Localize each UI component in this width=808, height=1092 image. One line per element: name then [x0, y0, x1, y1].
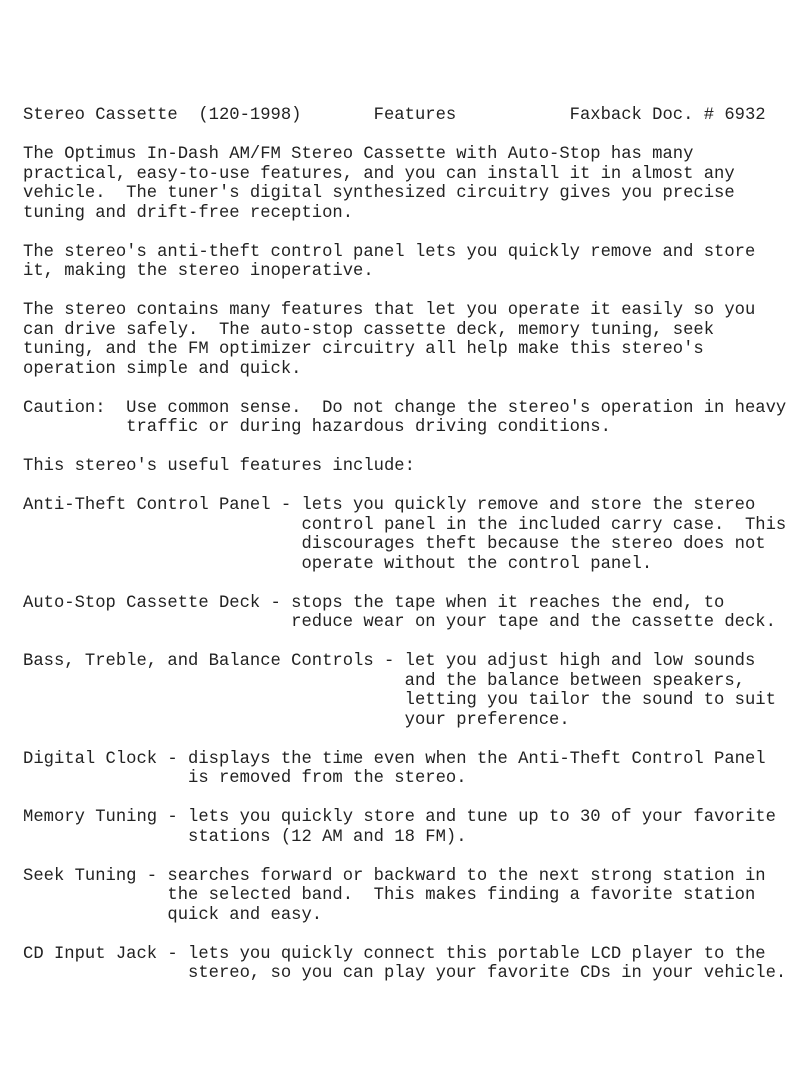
text-line: CD Input Jack - lets you quickly connect this portable LCD player to the	[23, 944, 766, 964]
document-header-line: Stereo Cassette (120-1998) Features Faxback Doc. # 6932	[23, 106, 766, 125]
blank-line	[23, 633, 786, 653]
text-line: Memory Tuning - lets you quickly store and tune up to 30 of your favorite	[23, 808, 776, 827]
text-line: quick and easy.	[23, 905, 323, 925]
text-line: Bass, Treble, and Balance Controls - let you adjust high and low sounds	[23, 652, 756, 671]
text-line: traffic or during hazardous driving conditions.	[23, 418, 611, 437]
text-line: operation simple and quick.	[23, 359, 302, 379]
text-line: your preference.	[23, 710, 570, 730]
blank-line	[23, 438, 786, 458]
text-line: the selected band. This makes finding a favorite station	[23, 886, 756, 905]
text-line: Caution: Use common sense. Do not change the stereo's operation in heavy	[23, 398, 787, 418]
blank-line	[23, 789, 786, 809]
text-line: Digital Clock - displays the time even when the Anti-Theft Control Panel	[23, 749, 766, 769]
blank-line	[23, 126, 786, 146]
blank-line	[23, 847, 786, 867]
blank-line	[23, 379, 786, 399]
text-line: The Optimus In-Dash AM/FM Stereo Cassette with Auto-Stop has many	[23, 145, 694, 164]
blank-line	[23, 925, 786, 945]
text-line: stereo, so you can play your favorite CDs in your vehicle.	[23, 964, 787, 983]
text-line: operate without the control panel.	[23, 554, 653, 574]
text-line: discourages theft because the stereo does not	[23, 535, 766, 554]
text-line: it, making the stereo inoperative.	[23, 262, 374, 281]
blank-line	[23, 574, 786, 594]
text-line: stations (12 AM and 18 FM).	[23, 827, 467, 847]
text-line: reduce wear on your tape and the cassette deck.	[23, 613, 776, 632]
blank-line	[23, 477, 786, 497]
text-line: can drive safely. The auto-stop cassette deck, memory tuning, seek	[23, 320, 715, 340]
blank-line	[23, 730, 786, 750]
text-line: Seek Tuning - searches forward or backward to the next strong station in	[23, 866, 766, 886]
text-line: practical, easy-to-use features, and you can install it in almost any	[23, 164, 735, 184]
blank-line	[23, 223, 786, 243]
text-line: This stereo's useful features include:	[23, 457, 415, 476]
text-line: and the balance between speakers,	[23, 671, 745, 691]
blank-line	[23, 282, 786, 302]
text-line: is removed from the stereo.	[23, 769, 467, 788]
text-line: Auto-Stop Cassette Deck - stops the tape when it reaches the end, to	[23, 593, 725, 613]
text-line: Anti-Theft Control Panel - lets you quickly remove and store the stereo	[23, 496, 756, 515]
text-line: letting you tailor the sound to suit	[23, 691, 776, 710]
text-line: The stereo contains many features that let you operate it easily so you	[23, 301, 756, 320]
text-line: tuning and drift-free reception.	[23, 203, 354, 223]
text-line: tuning, and the FM optimizer circuitry all help make this stereo's	[23, 340, 704, 359]
faxback-document	[23, 106, 786, 984]
text-line: vehicle. The tuner's digital synthesized circuitry gives you precise	[23, 184, 735, 203]
text-line: control panel in the included carry case. This	[23, 515, 787, 535]
text-line: The stereo's anti-theft control panel lets you quickly remove and store	[23, 242, 756, 262]
